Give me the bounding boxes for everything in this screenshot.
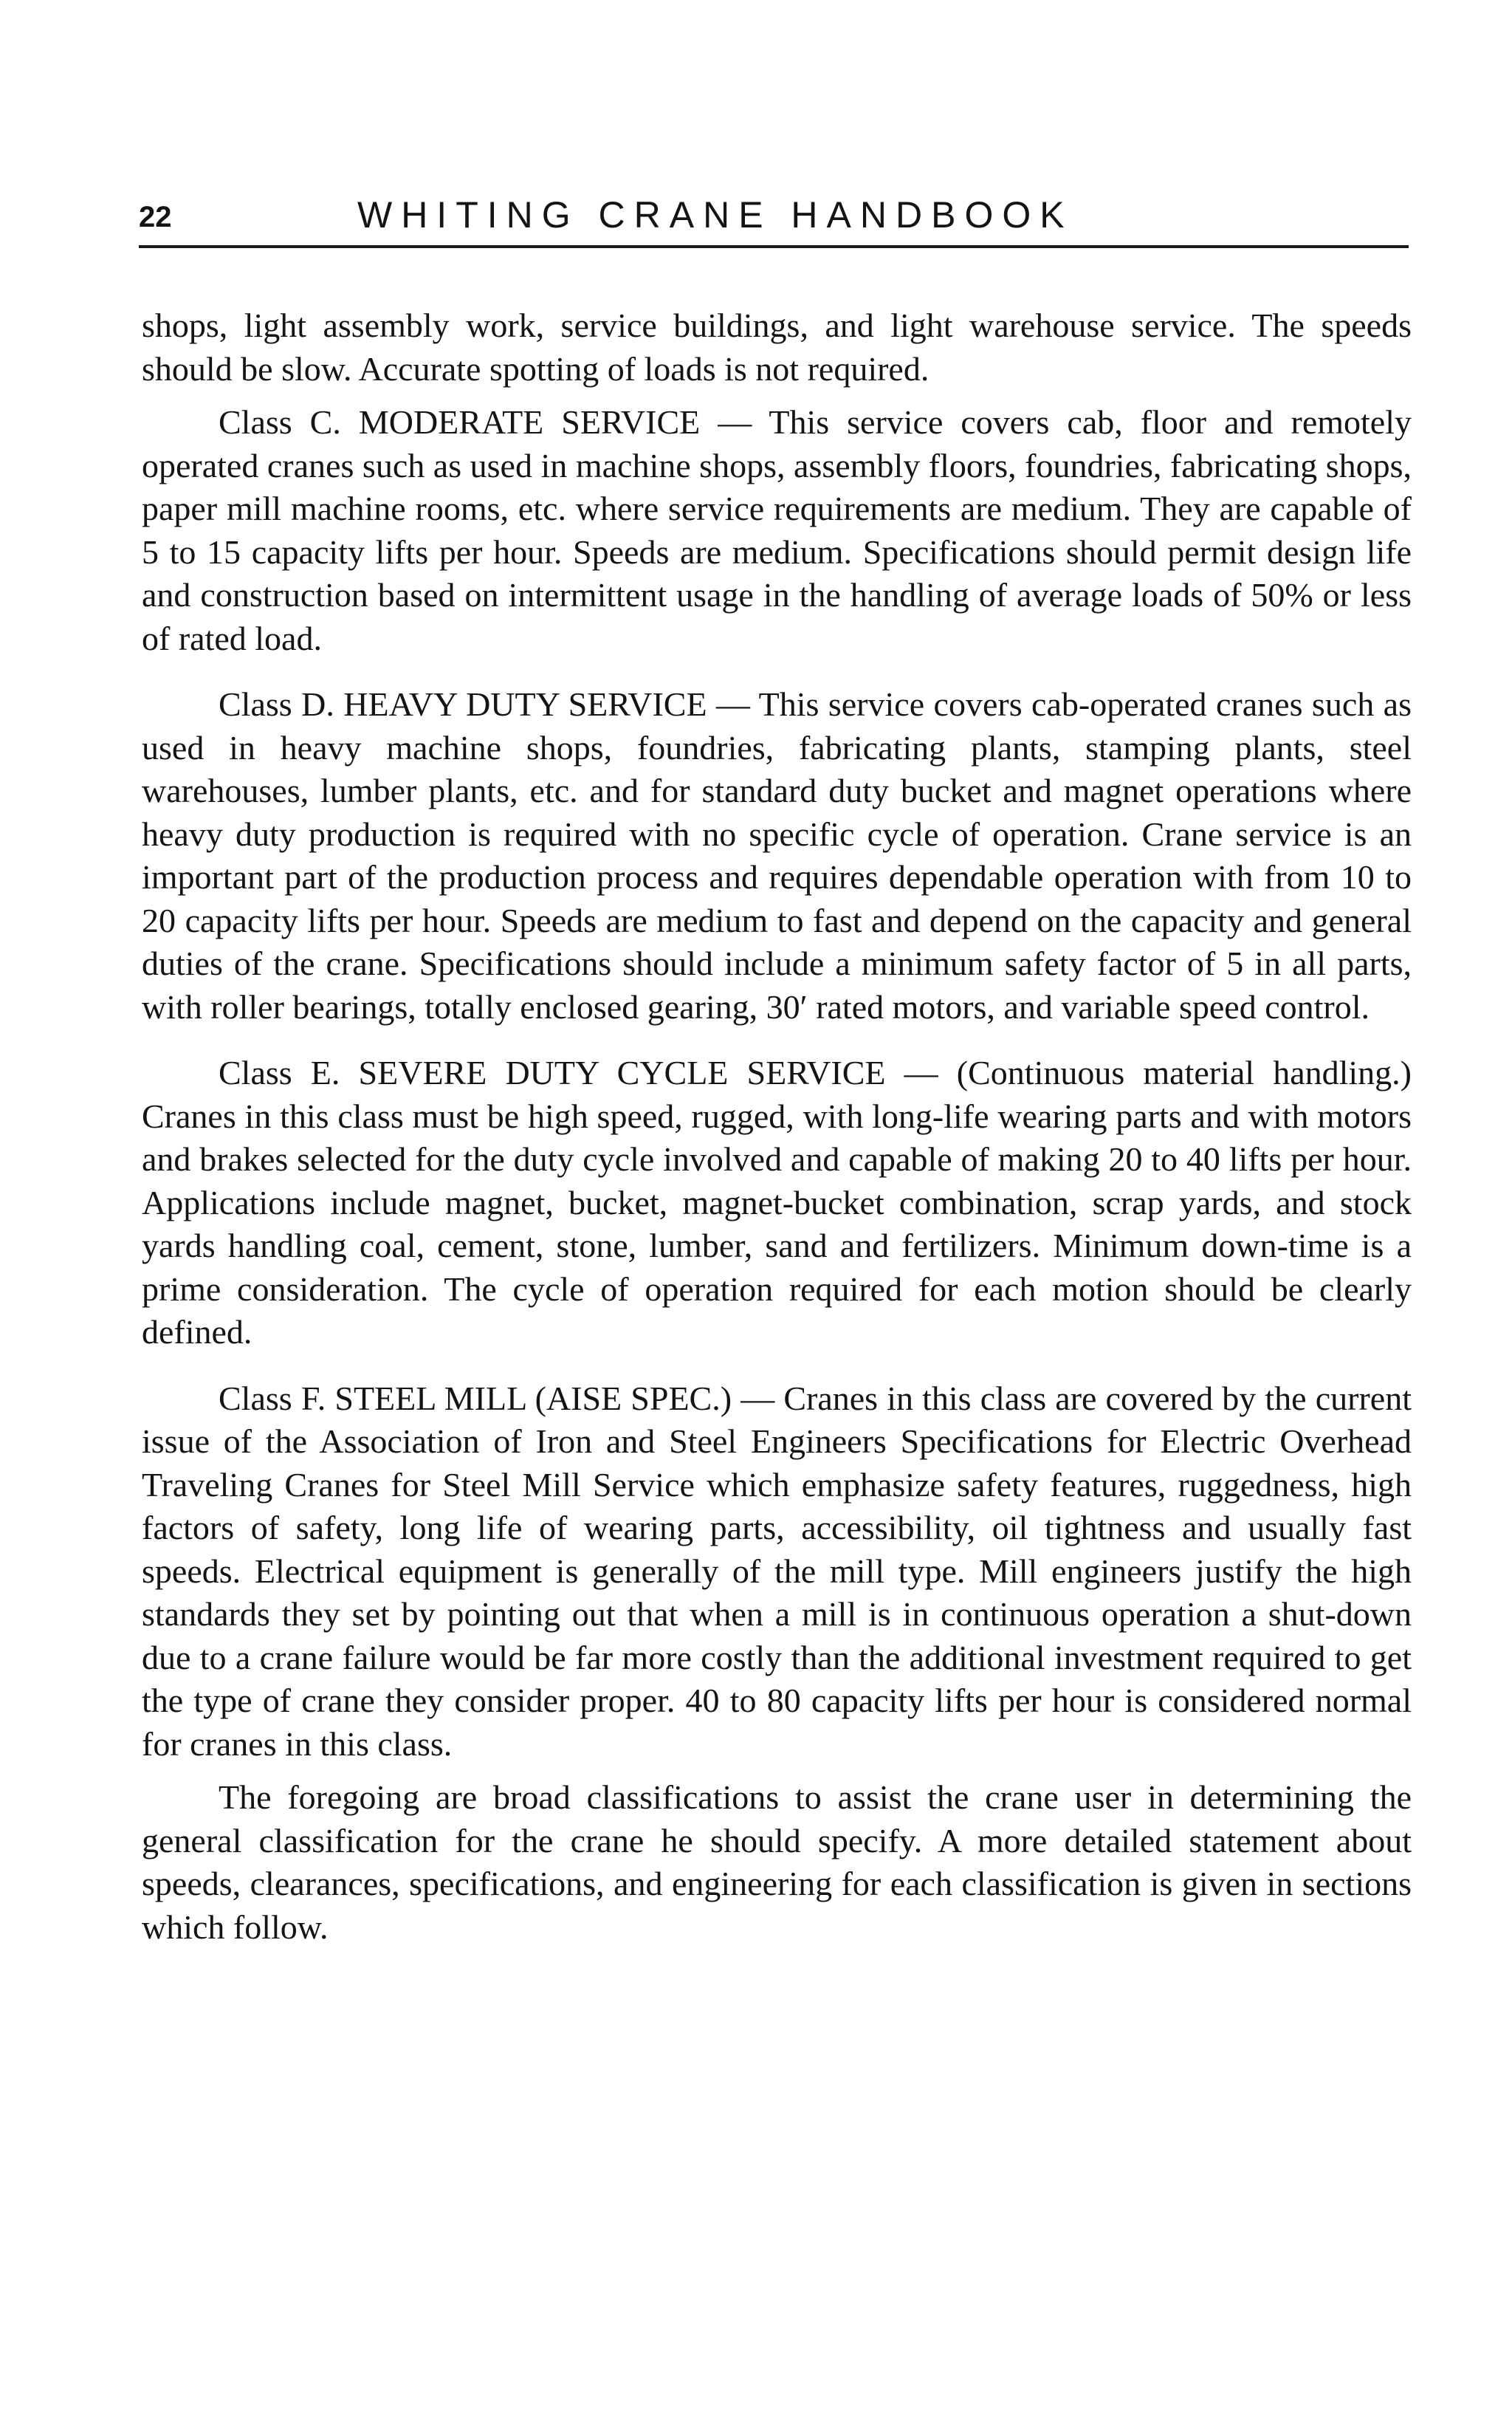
- paragraph-class-c: Class C. MODERATE SERVICE — This service covers cab, floor and remotely operated cranes such as used in machine shops, assembly floors, foundries, fabricating shops, paper mill machine rooms, etc. where service requirements are medium. They are capable of 5 to 15 capacity lifts per hour. Speeds are medium. Specifications should permit design life and construction based on intermittent usage in the handling of average loads of 50% or less of rated load.: [142, 403, 1412, 657]
- page-number: 22: [139, 201, 172, 233]
- body-text: [142, 304, 1412, 1949]
- paragraph-conclusion: The foregoing are broad classifications to assist the crane user in determining the general classification for the crane he should specify. A more detailed statement about speeds, clearances, specifications, and engineering for each classification is given in sections which follow.: [142, 1778, 1412, 1946]
- paragraph-class-e: Class E. SEVERE DUTY CYCLE SERVICE — (Continuous material handling.) Cranes in this class must be high speed, rugged, with long-life wearing parts and with motors and brakes selected for the duty cycle involved and capable of making 20 to 40 lifts per hour. Applications include magnet, bucket, magnet-bucket combination, scrap yards, and stock yards handling coal, cement, stone, lumber, sand and fertilizers. Minimum down-time is a prime consideration. The cycle of operation required for each motion should be clearly defined.: [142, 1054, 1412, 1351]
- running-header: [139, 193, 1409, 248]
- book-title: WHITING CRANE HANDBOOK: [357, 194, 1073, 236]
- paragraph-class-f: Class F. STEEL MILL (AISE SPEC.) — Cranes in this class are covered by the current issue of the Association of Iron and Steel Engineers Specifications for Electric Overhead Traveling Cranes for Steel Mill Service which emphasize safety features, ruggedness, high factors of safety, long life of wearing parts, accessibility, oil tightness and usually fast speeds. Electrical equipment is generally of the mill type. Mill engineers justify the high standards they set by pointing out that when a mill is in continuous operation a shut-down due to a crane failure would be far more costly than the additional investment required to get the type of crane they consider proper. 40 to 80 capacity lifts per hour is considered normal for cranes in this class.: [142, 1379, 1412, 1763]
- paragraph-class-b-continued: shops, light assembly work, service buildings, and light warehouse service. The speeds should be slow. Accurate spotting of loads is not required.: [142, 306, 1412, 388]
- paragraph-class-d: Class D. HEAVY DUTY SERVICE — This service covers cab-operated cranes such as used in heavy machine shops, foundries, fabricating plants, stamping plants, steel warehouses, lumber plants, etc. and for standard duty bucket and magnet operations where heavy duty production is required with no specific cycle of operation. Crane service is an important part of the production process and requires dependable operation with from 10 to 20 capacity lifts per hour. Speeds are medium to fast and depend on the capacity and general duties of the crane. Specifications should include a minimum safety factor of 5 in all parts, with roller bearings, totally enclosed gearing, 30′ rated motors, and variable speed control.: [142, 685, 1412, 1026]
